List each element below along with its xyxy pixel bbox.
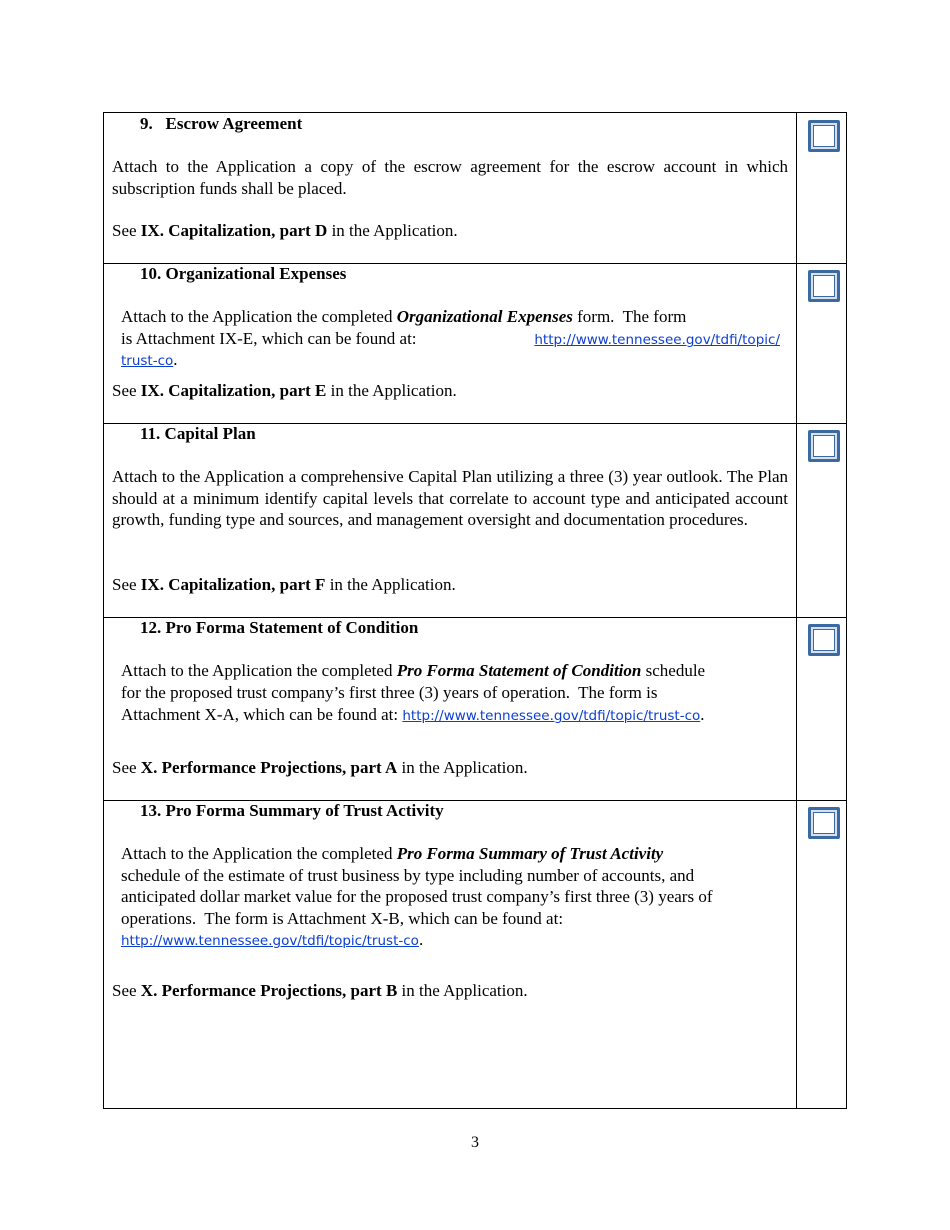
- item-body: Attach to the Application a comprehensive Capital Plan utilizing a three (3) year outlook. The Plan should at a minimum identify capital levels that correlate to account type and anticipated account growth, funding type and sources, and management oversight and documentation procedures.: [112, 467, 788, 529]
- item-reference: See IX. Capitalization, part E in the Application.: [112, 381, 457, 400]
- item-heading: 12. Pro Forma Statement of Condition: [140, 618, 419, 637]
- item-11-checkbox[interactable]: [808, 430, 840, 462]
- item-9-checkbox[interactable]: [808, 120, 840, 152]
- item-body-line: trust-co.: [121, 350, 178, 369]
- item-heading: 11. Capital Plan: [140, 424, 256, 443]
- item-reference: See X. Performance Projections, part B in the Application.: [112, 981, 528, 1000]
- item-body-line: operations. The form is Attachment X-B, which can be found at:: [121, 909, 564, 928]
- attachment-link[interactable]: http://www.tennessee.gov/tdfi/topic/trust-co: [402, 708, 701, 724]
- item-reference: See IX. Capitalization, part F in the Application.: [112, 575, 456, 594]
- item-body-line: Attach to the Application the completed Pro Forma Summary of Trust Activity: [121, 844, 664, 863]
- checklist-table: [103, 112, 847, 1109]
- item-heading: 9. Escrow Agreement: [140, 114, 303, 133]
- item-12-checkbox[interactable]: [808, 624, 840, 656]
- item-reference: See X. Performance Projections, part A in the Application.: [112, 758, 528, 777]
- item-reference: See IX. Capitalization, part D in the Application.: [112, 221, 458, 240]
- item-13-checkbox[interactable]: [808, 807, 840, 839]
- item-body: Attach to the Application a copy of the escrow agreement for the escrow account in which subscription funds shall be placed.: [112, 157, 788, 198]
- page-number: 3: [471, 1134, 479, 1151]
- attachment-link-continued[interactable]: trust-co: [121, 353, 174, 369]
- item-heading: 13. Pro Forma Summary of Trust Activity: [140, 801, 444, 820]
- item-body-line: for the proposed trust company’s first three (3) years of operation. The form is: [121, 683, 658, 702]
- item-body-line: is Attachment IX-E, which can be found at: http://www.tennessee.gov/tdfi/topic/: [121, 328, 780, 352]
- item-body-line: schedule of the estimate of trust business by type including number of accounts, and: [121, 866, 695, 885]
- item-heading: 10. Organizational Expenses: [140, 264, 347, 283]
- attachment-link[interactable]: http://www.tennessee.gov/tdfi/topic/: [534, 332, 780, 348]
- item-body-line: http://www.tennessee.gov/tdfi/topic/trust-co.: [121, 930, 424, 949]
- item-body-line: Attach to the Application the completed Organizational Expenses form. The form: [121, 307, 687, 326]
- item-10-checkbox[interactable]: [808, 270, 840, 302]
- attachment-link[interactable]: http://www.tennessee.gov/tdfi/topic/trust-co: [121, 933, 419, 949]
- item-body-line: Attach to the Application the completed Pro Forma Statement of Condition schedule: [121, 661, 706, 680]
- item-body-line: Attachment X-A, which can be found at: http://www.tennessee.gov/tdfi/topic/trust-co.: [121, 705, 705, 724]
- item-body-line: anticipated dollar market value for the proposed trust company’s first three (3) years of: [121, 887, 713, 906]
